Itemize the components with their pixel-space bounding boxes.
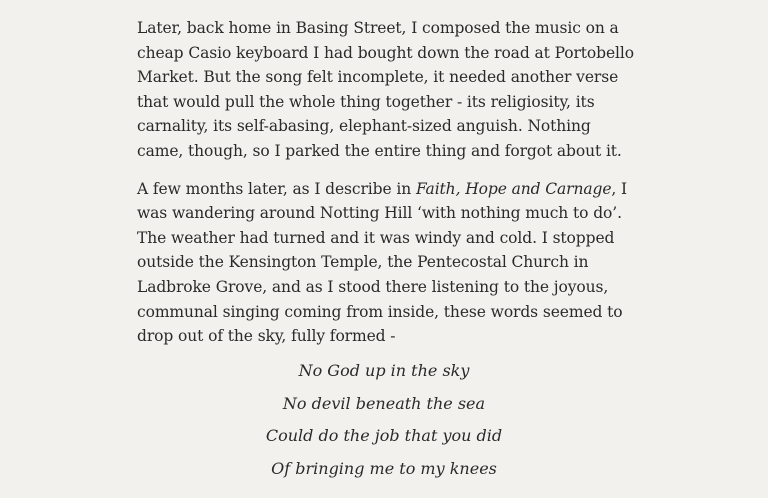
verse-line: No devil beneath the sea <box>282 393 486 413</box>
paragraph-2-text-before: A few months later, as I describe in <box>137 179 416 198</box>
verse-line: Could do the job that you did <box>265 426 503 445</box>
verse-line: Of bringing me to my knees <box>271 458 497 478</box>
paragraph-1: Later, back home in Basing Street, I composed the music on a cheap Casio keyboard I had bought down the road at Portobello Market. But the song felt incomplete, it needed another verse that would pull the whole thing together - its religiosity, its carnality, its self-abasing, elephant-sized anguish. Nothing came, though, so I parked the entire thing and forgot about it. <box>137 19 635 160</box>
book-title: Faith, Hope and Carnage <box>415 179 612 198</box>
verse-line: No God up in the sky <box>298 361 470 380</box>
paragraph-2-text-after: , I was wandering around Notting Hill ‘with nothing much to do’. The weather had turned and it was windy and cold. I stopped outside the Kensington Temple, the Pentecostal Church in Ladbroke Grove, and as I stood there listening to the joyous, communal singing coming from inside, these words seemed to drop out of the sky, fully formed - <box>137 179 628 346</box>
article-body <box>137 16 637 349</box>
paragraph-2 <box>137 177 637 349</box>
verse-quote <box>0 355 768 485</box>
